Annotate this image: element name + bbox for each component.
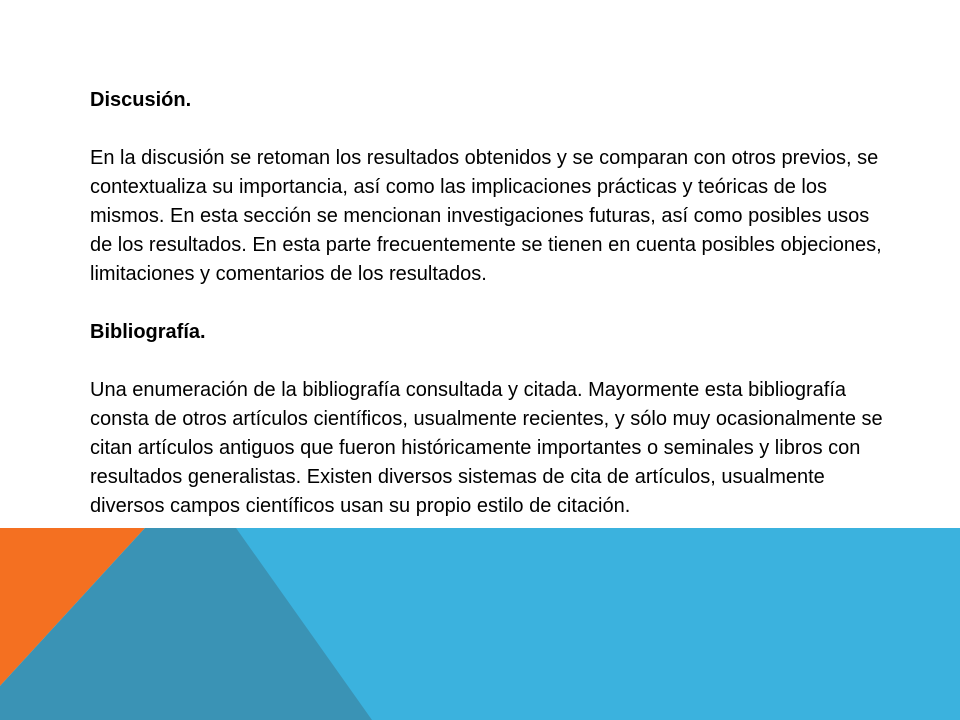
spacer	[90, 289, 890, 318]
bibliography-paragraph: Una enumeración de la bibliografía consultada y citada. Mayormente esta bibliografía consta de otros artículos científicos, usualmente recientes, y sólo muy ocasionalmente se citan artículos antiguos que fueron históricamente importantes o seminales y libros con resultados generalistas. Existen diversos sistemas de cita de artículos, usualmente diversos campos científicos usan su propio estilo de citación.	[90, 379, 883, 517]
spacer	[90, 347, 890, 376]
bibliography-heading: Bibliografía.	[90, 321, 206, 343]
discussion-heading: Discusión.	[90, 89, 192, 111]
spacer	[90, 115, 890, 144]
discussion-paragraph: En la discusión se retoman los resultados obtenidos y se comparan con otros previos, se contextualiza su importancia, así como las implicaciones prácticas y teóricas de los mismos. En esta sección se mencionan investigaciones futuras, así como posibles usos de los resultados. En esta parte frecuentemente se tienen en cuenta posibles objeciones, limitaciones y comentarios de los resultados.	[90, 147, 882, 285]
slide-body	[90, 86, 890, 521]
